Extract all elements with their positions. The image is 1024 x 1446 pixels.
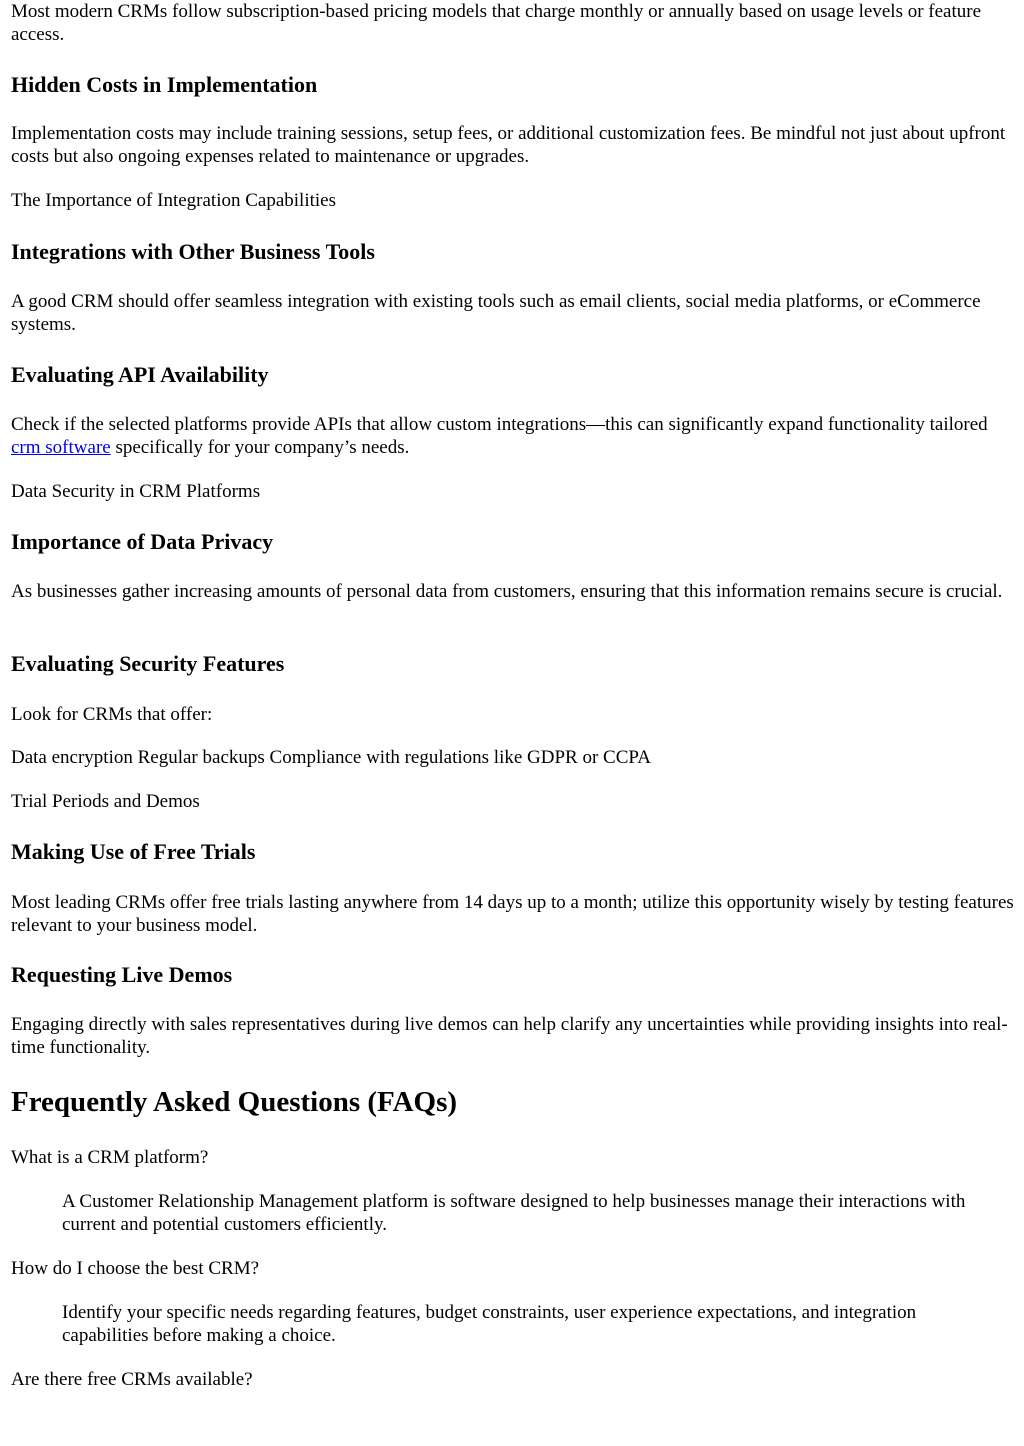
- integrations-tools-paragraph: A good CRM should offer seamless integration with existing tools such as email clients, social media platforms, or eCommerce systems.: [11, 291, 981, 335]
- security-features-heading: Evaluating Security Features: [11, 651, 285, 676]
- security-features-intro: Look for CRMs that offer:: [11, 704, 213, 725]
- live-demos-heading: Requesting Live Demos: [11, 962, 233, 987]
- faq-answer: A Customer Relationship Management platform is software designed to help businesses manage their interactions with current and potential customers efficiently.: [62, 1191, 966, 1235]
- faq-question: What is a CRM platform?: [11, 1147, 209, 1168]
- api-availability-heading: Evaluating API Availability: [11, 362, 269, 387]
- api-availability-paragraph: [11, 413, 1014, 459]
- crm-software-link[interactable]: crm software: [11, 437, 111, 458]
- faq-heading: Frequently Asked Questions (FAQs): [11, 1086, 458, 1118]
- free-trials-heading: Making Use of Free Trials: [11, 839, 256, 864]
- api-body-after: specifically for your company’s needs.: [110, 437, 410, 458]
- trials-section-title: Trial Periods and Demos: [11, 791, 200, 812]
- hidden-costs-paragraph: Implementation costs may include training sessions, setup fees, or additional customization fees. Be mindful not just about upfront costs but also ongoing expenses related to maintenance or upgrades.: [11, 123, 1006, 167]
- faq-answer: Identify your specific needs regarding features, budget constraints, user experience expectations, and integration capabilities before making a choice.: [62, 1302, 917, 1346]
- data-privacy-paragraph: As businesses gather increasing amounts of personal data from customers, ensuring that this information remains secure is crucial.: [11, 581, 1003, 602]
- live-demos-paragraph: Engaging directly with sales representatives during live demos can help clarify any uncertainties while providing insights into real-time functionality.: [11, 1014, 1008, 1058]
- free-trials-paragraph: Most leading CRMs offer free trials lasting anywhere from 14 days up to a month; utilize this opportunity wisely by testing features relevant to your business model.: [11, 892, 1014, 936]
- faq-question: How do I choose the best CRM?: [11, 1258, 260, 1279]
- data-privacy-heading: Importance of Data Privacy: [11, 529, 274, 554]
- hidden-costs-heading: Hidden Costs in Implementation: [11, 72, 318, 97]
- pricing-intro-paragraph: Most modern CRMs follow subscription-based pricing models that charge monthly or annually based on usage levels or feature access.: [11, 1, 982, 45]
- integration-section-title: The Importance of Integration Capabilities: [11, 190, 336, 211]
- security-features-list: Data encryption Regular backups Compliance with regulations like GDPR or CCPA: [11, 747, 651, 768]
- security-section-title: Data Security in CRM Platforms: [11, 481, 261, 502]
- api-body-before: Check if the selected platforms provide APIs that allow custom integrations—this can significantly expand functionality tailored: [11, 414, 988, 435]
- integrations-tools-heading: Integrations with Other Business Tools: [11, 239, 375, 264]
- faq-question: Are there free CRMs available?: [11, 1369, 253, 1390]
